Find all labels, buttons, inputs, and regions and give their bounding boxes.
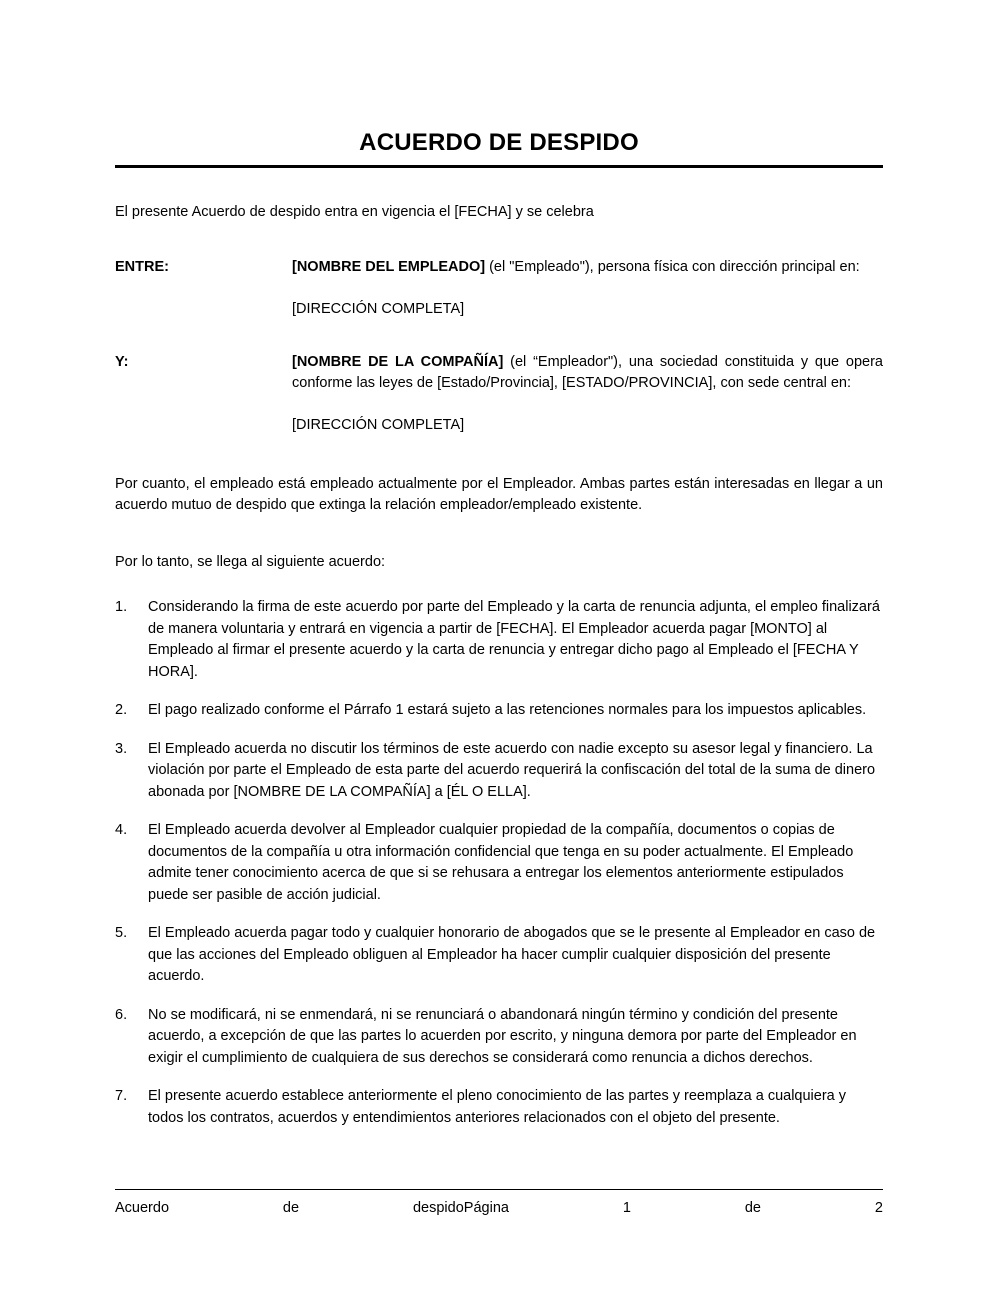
page-title: ACUERDO DE DESPIDO — [359, 129, 639, 156]
footer-content — [115, 1198, 883, 1219]
term-item — [115, 739, 883, 804]
term-number: 5. — [115, 925, 128, 941]
term-item — [115, 923, 883, 988]
term-text: El Empleado acuerda no discutir los términos de este acuerdo con nadie excepto su asesor legal y financiero. La violación por parte el Empleado de esta parte del acuerdo requerirá la confiscación del total de la suma de dinero abonada por [NOMBRE DE LA COMPAÑÍA] a [ÉL O ELLA]. — [148, 740, 876, 800]
intro-paragraph: El presente Acuerdo de despido entra en vigencia el [FECHA] y se celebra — [115, 204, 594, 220]
party-employee-address: [DIRECCIÓN COMPLETA] — [292, 301, 465, 317]
term-item — [115, 700, 883, 722]
term-text: Considerando la firma de este acuerdo por parte del Empleado y la carta de renuncia adjunta, el empleo finalizará de manera voluntaria y entrará en vigencia a partir de [FECHA]. El Empleador acuerda pagar [MONTO] al Empleado al firmar el presente acuerdo y la carta de renuncia y entregar dicho pago al Empleado el [FECHA Y HORA]. — [148, 599, 880, 680]
party-label-entre: ENTRE: — [115, 259, 169, 275]
party-body-employee — [292, 257, 883, 320]
term-number: 1. — [115, 599, 128, 615]
footer-divider — [115, 1189, 883, 1190]
party-employer-name: [NOMBRE DE LA COMPAÑÍA] — [292, 354, 504, 370]
term-text: El Empleado acuerda pagar todo y cualquier honorario de abogados que se le presente al Empleador en caso de que las acciones del Empleado obliguen al Empleador ha hacer cumplir cualquier disposición del presente acuerdo. — [148, 925, 876, 984]
term-item — [115, 597, 883, 683]
term-number: 3. — [115, 740, 128, 757]
term-item — [115, 1005, 883, 1070]
term-number: 6. — [115, 1006, 128, 1023]
term-item — [115, 1086, 883, 1129]
party-employee-name: [NOMBRE DEL EMPLEADO] — [292, 259, 486, 275]
document-body — [115, 0, 883, 1129]
term-item — [115, 820, 883, 906]
party-employer-line — [292, 352, 883, 394]
term-number: 2. — [115, 702, 128, 718]
party-employer-description: (el “Empleador"), una sociedad constituida y que opera conforme las leyes de [Estado/Provincia], [ESTADO/PROVINCIA], con sede central en: — [292, 354, 883, 391]
terms-list — [115, 597, 883, 1129]
term-text: No se modificará, ni se enmendará, ni se renunciará o abandonará ningún término y condición del presente acuerdo, a excepción de que las partes lo acuerden por escrito, y ninguna demora por parte del Empleador en exigir el cumplimiento de cualquiera de sus derechos se considerará como renuncia a dichos derechos. — [148, 1006, 857, 1066]
term-text: El presente acuerdo establece anteriormente el pleno conocimiento de las partes y reemplaza a cualquiera y todos los contratos, acuerdos y entendimientos anteriores relacionados con el objeto del presente. — [148, 1088, 847, 1126]
party-block-employee — [115, 257, 883, 320]
term-number: 4. — [115, 822, 128, 838]
recital-paragraph: Por cuanto, el empleado está empleado actualmente por el Empleador. Ambas partes están interesadas en llegar a un acuerdo mutuo de despido que extinga la relación empleador/empleado existente. — [115, 476, 883, 513]
party-employee-description: (el "Empleado"), persona física con dirección principal en: — [485, 259, 860, 275]
party-employer-address: [DIRECCIÓN COMPLETA] — [292, 417, 465, 433]
party-body-employer — [292, 352, 883, 436]
lead-in-paragraph: Por lo tanto, se llega al siguiente acuerdo: — [115, 554, 386, 570]
page-footer — [115, 1189, 883, 1219]
party-label-y: Y: — [115, 354, 129, 370]
footer-page-number: Página 1 de 2 — [463, 1200, 883, 1216]
term-number: 7. — [115, 1088, 128, 1104]
term-text: El pago realizado conforme el Párrafo 1 estará sujeto a las retenciones normales para los impuestos aplicables. — [148, 702, 867, 718]
footer-document-name: Acuerdo de despido — [115, 1200, 464, 1216]
party-employee-line — [292, 257, 883, 278]
title-divider — [115, 165, 883, 168]
term-text: El Empleado acuerda devolver al Empleador cualquier propiedad de la compañía, documentos o copias de documentos de la compañía u otra información confidencial que tenga en su poder actualmente. El Empleado admite tener conocimiento acerca de que si se rehusara a entregar los elementos anteriormente estipulados puede ser pasible de acción judicial. — [148, 822, 854, 903]
party-block-employer — [115, 352, 883, 436]
